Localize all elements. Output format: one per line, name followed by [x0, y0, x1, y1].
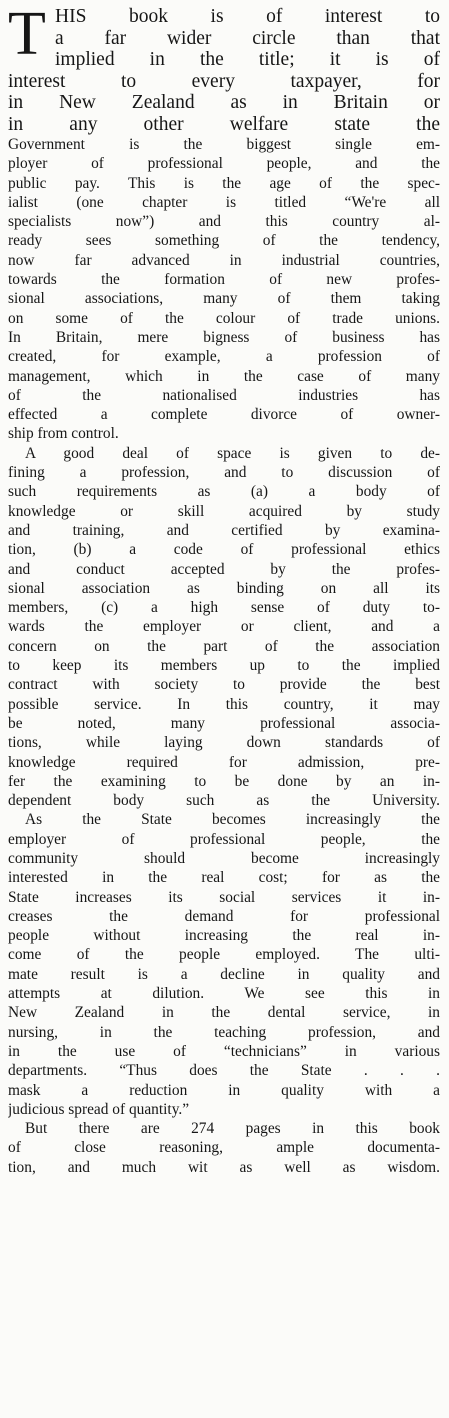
text-line: Government is the biggest single em-	[8, 136, 440, 153]
lead-line: a far wider circle than that	[55, 27, 440, 49]
text-line: to keep its members up to the implied	[8, 657, 440, 675]
text-line: tion, and much wit as well as wisdom.	[8, 1158, 440, 1176]
text-line: dependent body such as the University.	[8, 792, 440, 810]
text-line: State increases its social services it in-	[8, 888, 440, 906]
text-line: in the use of “technicians” in various	[8, 1042, 440, 1060]
lead-line: interest to every taxpayer, for	[8, 70, 440, 92]
text-line: ployer of professional people, and the	[8, 155, 440, 173]
text-line: be noted, many professional associa-	[8, 714, 440, 732]
text-line: A good deal of space is given to de-	[25, 444, 440, 462]
text-line: attempts at dilution. We see this in	[8, 985, 440, 1003]
text-line: contract with society to provide the best	[8, 676, 440, 694]
text-line: knowledge or skill acquired by study	[8, 502, 440, 520]
text-line: community should become increasingly	[8, 849, 440, 867]
text-line: and conduct accepted by the profes-	[8, 560, 440, 578]
text-line: fer the examining to be done by an in-	[8, 772, 440, 790]
paragraph-3	[8, 810, 440, 1119]
text-line: effected a complete divorce of owner-	[8, 406, 440, 424]
text-line: judicious spread of quantity.”	[8, 1100, 190, 1118]
text-line: mask a reduction in quality with a	[8, 1081, 440, 1099]
text-line: creases the demand for professional	[8, 907, 440, 925]
drop-cap: T	[8, 0, 46, 68]
text-line: wards the employer or client, and a	[8, 618, 440, 636]
text-line: But there are 274 pages in this book	[25, 1120, 440, 1138]
text-line: now far advanced in industrial countries,	[8, 251, 440, 269]
text-line: In Britain, mere bigness of business has	[8, 328, 440, 346]
text-line: mate result is a decline in quality and	[8, 965, 440, 983]
lead-line: HIS book is of interest to	[55, 6, 440, 27]
lead-line: in New Zealand as in Britain or	[8, 92, 440, 113]
text-line: ialist (one chapter is titled “We're all	[8, 193, 440, 211]
text-line: public pay. This is the age of the spec-	[8, 174, 440, 192]
text-line: and training, and certified by examina-	[8, 521, 440, 539]
text-line: of close reasoning, ample documenta-	[8, 1139, 440, 1157]
text-line: ready sees something of the tendency,	[8, 232, 440, 250]
text-line: specialists now”) and this country al-	[8, 213, 440, 231]
text-line: As the State becomes increasingly the	[25, 811, 440, 829]
text-line: ship from control.	[8, 425, 119, 443]
text-line: come of the people employed. The ulti-	[8, 946, 440, 964]
text-line: people without increasing the real in-	[8, 927, 440, 945]
text-line: departments. “Thus does the State . . .	[8, 1062, 440, 1080]
paragraph-4	[8, 1119, 440, 1177]
text-line: tion, (b) a code of professional ethics	[8, 541, 440, 559]
text-line: members, (c) a high sense of duty to-	[8, 599, 440, 617]
article-column	[8, 0, 440, 1177]
text-line: sional association as binding on all its	[8, 579, 440, 597]
lead-line: in any other welfare state the	[8, 113, 440, 135]
text-line: sional associations, many of them taking	[8, 290, 440, 308]
text-line: nursing, in the teaching profession, and	[8, 1023, 440, 1041]
lead-paragraph	[8, 0, 440, 135]
text-line: employer of professional people, the	[8, 830, 440, 848]
text-line: created, for example, a profession of	[8, 348, 440, 366]
paragraph-1	[8, 135, 440, 444]
text-line: possible service. In this country, it may	[8, 695, 440, 713]
text-line: such requirements as (a) a body of	[8, 483, 440, 501]
lead-line: implied in the title; it is of	[55, 49, 440, 70]
text-line: tions, while laying down standards of	[8, 734, 440, 752]
text-line: interested in the real cost; for as the	[8, 869, 440, 887]
text-line: towards the formation of new profes-	[8, 271, 440, 289]
text-line: concern on the part of the association	[8, 637, 440, 655]
text-line: knowledge required for admission, pre-	[8, 753, 440, 771]
text-line: on some of the colour of trade unions.	[8, 309, 440, 327]
text-line: New Zealand in the dental service, in	[8, 1004, 440, 1022]
paragraph-2	[8, 444, 440, 811]
text-line: management, which in the case of many	[8, 367, 440, 385]
text-line: fining a profession, and to discussion of	[8, 464, 440, 482]
text-line: of the nationalised industries has	[8, 386, 440, 404]
